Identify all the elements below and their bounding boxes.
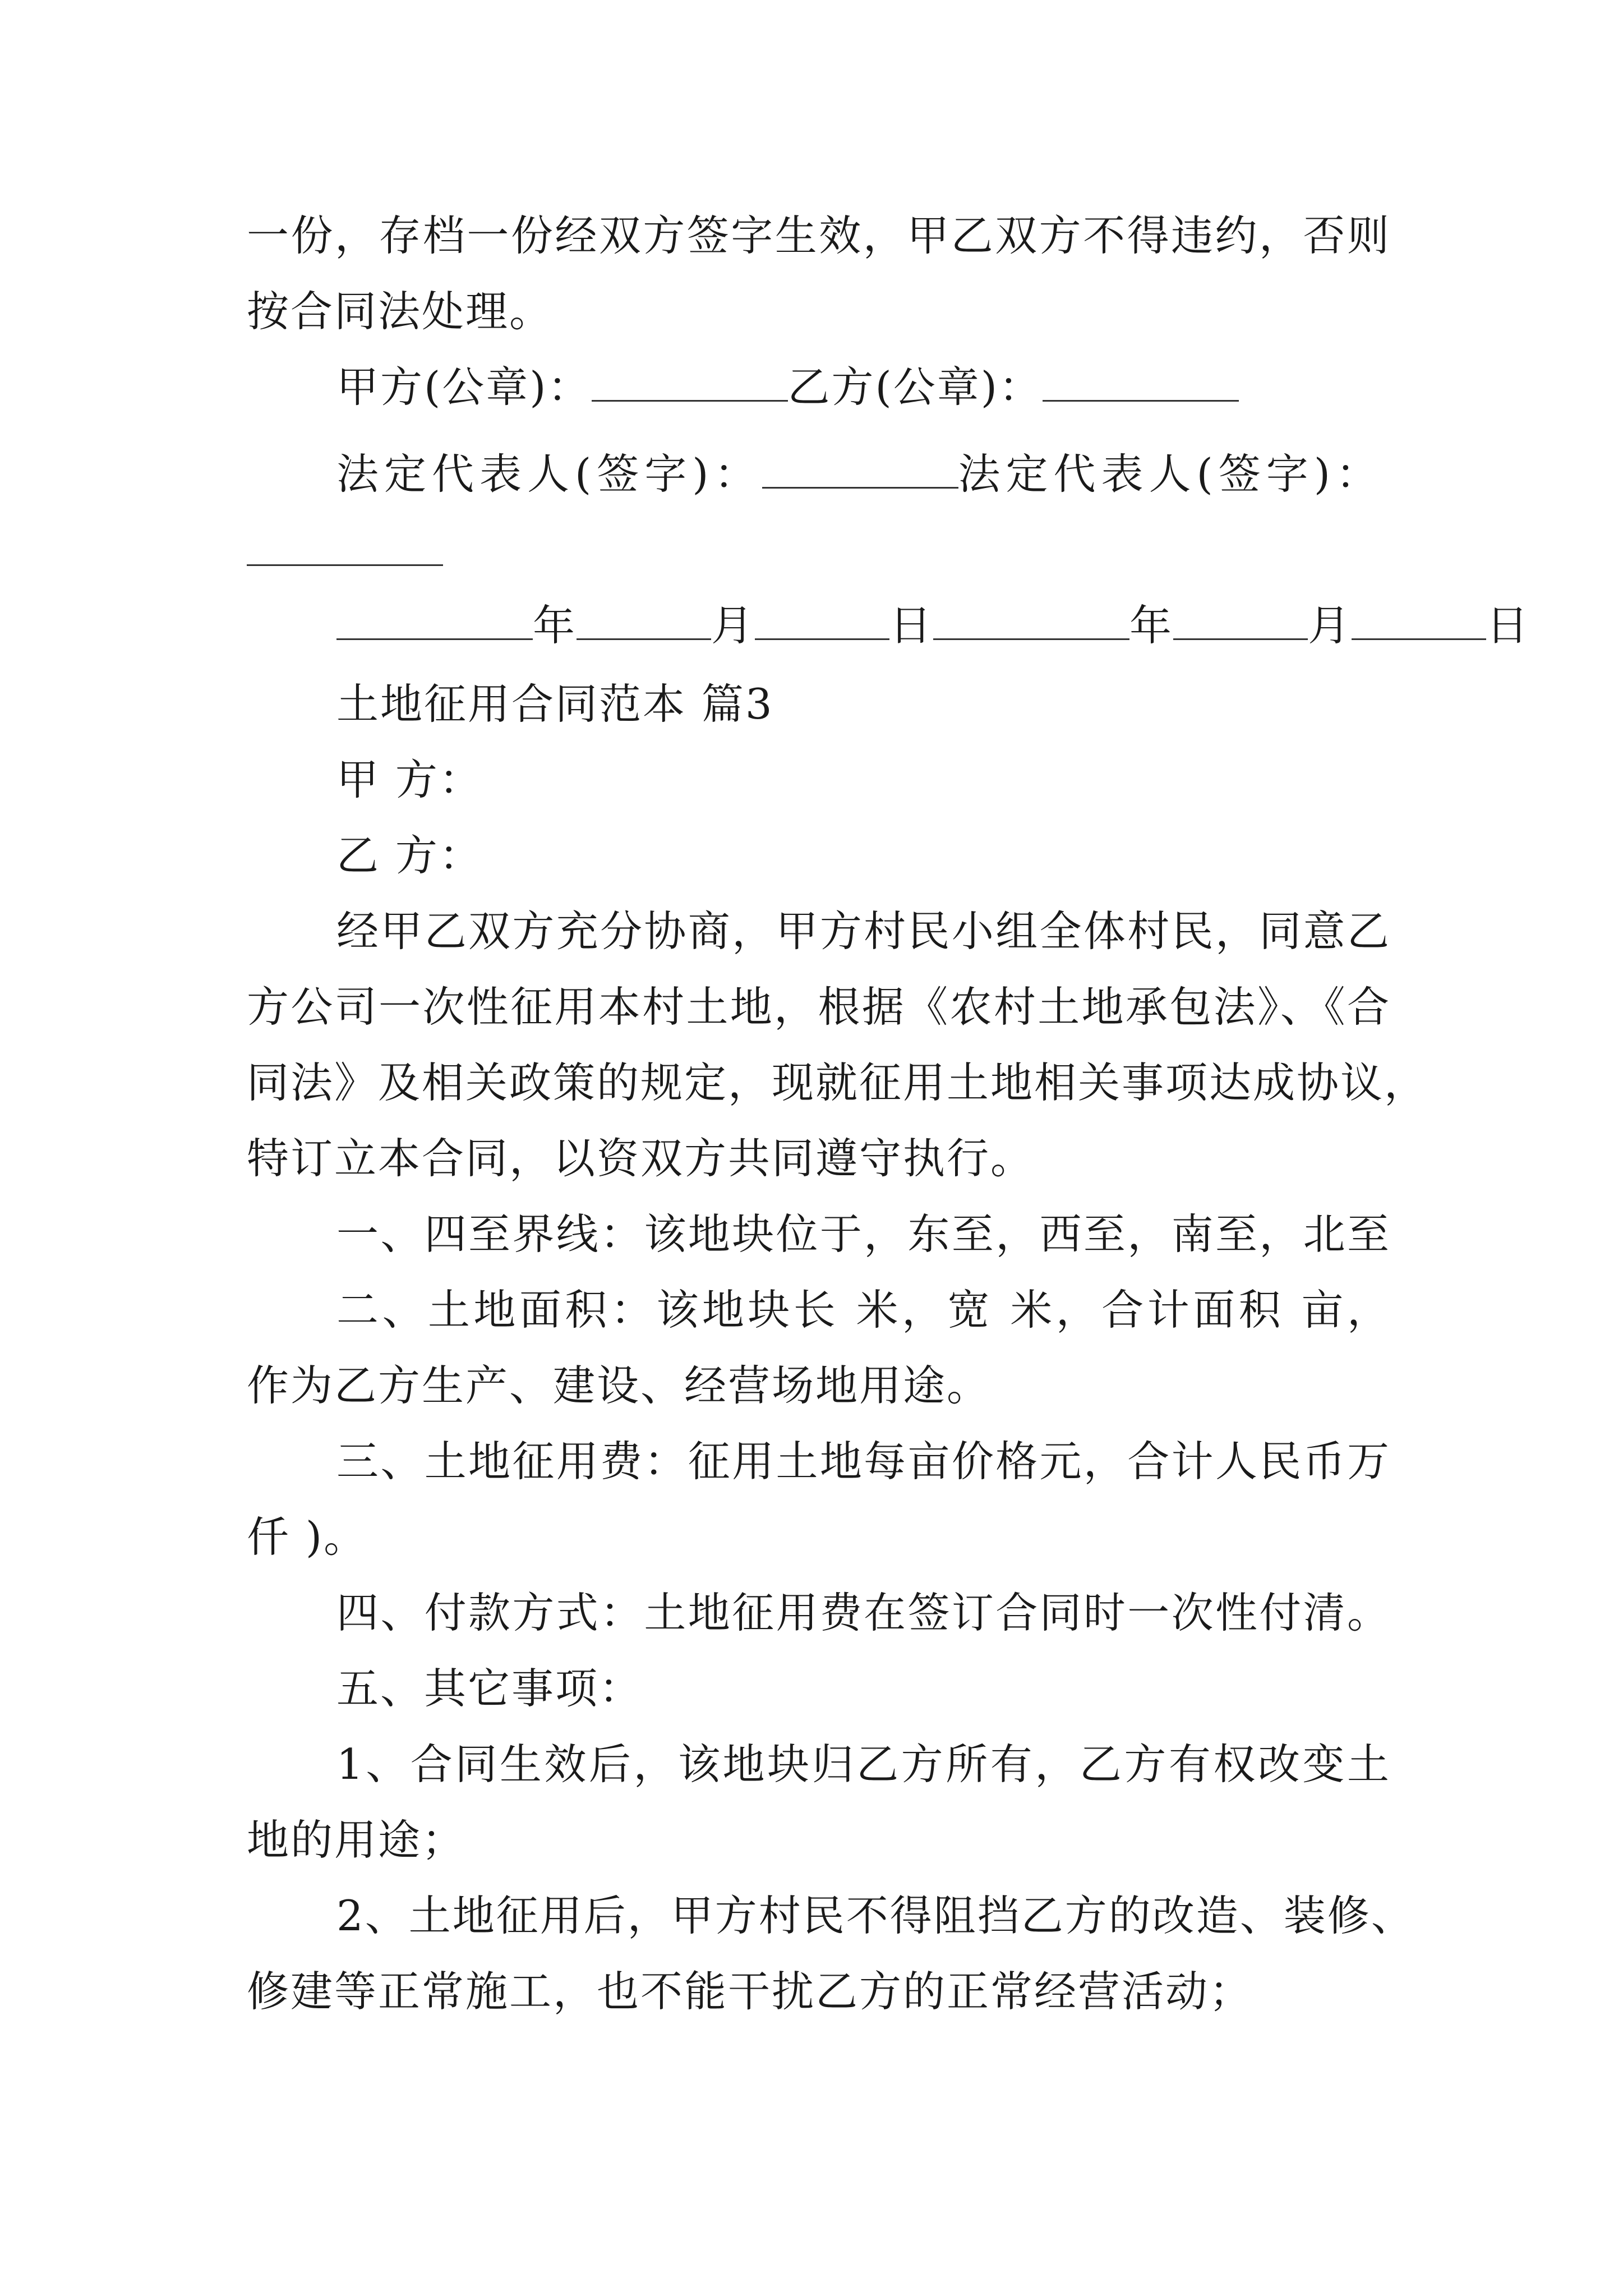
paragraph-line: 方公司一次性征用本村土地，根据《农村土地承包法》、《合 <box>247 982 1391 1032</box>
clause-fee: 三、土地征用费：征用土地每亩价格元，合计人民币万 <box>336 1437 1391 1486</box>
party-b-line: 乙 方： <box>336 831 483 880</box>
month-label: 月 <box>711 601 755 650</box>
day-label: 日 <box>889 601 934 650</box>
party-a-seal-blank <box>592 365 788 402</box>
clause-area: 二、土地面积：该地块长 米，宽 米，合计面积 亩， <box>336 1285 1391 1335</box>
date-blank <box>336 604 533 640</box>
section-title: 土地征用合同范本 篇3 <box>336 679 774 729</box>
paragraph-line: 作为乙方生产、建设、经营场地用途。 <box>247 1361 991 1410</box>
month-label: 月 <box>1308 601 1352 650</box>
clause-payment: 四、付款方式：土地征用费在签订合同时一次性付清。 <box>336 1588 1391 1637</box>
clause-other: 五、其它事项： <box>336 1664 643 1713</box>
paragraph-line: 仟 )。 <box>247 1512 368 1562</box>
party-a-representative-label: 法定代表人(签字)： <box>336 449 762 499</box>
year-label: 年 <box>533 601 577 650</box>
party-a-representative-blank <box>762 452 958 489</box>
date-blank <box>1352 604 1486 640</box>
date-blank <box>933 604 1129 640</box>
paragraph-line: 同法》及相关政策的规定，现就征用土地相关事项达成协议， <box>247 1058 1428 1107</box>
paragraph-line: 特订立本合同，以资双方共同遵守执行。 <box>247 1134 1035 1183</box>
date-blank <box>1173 604 1308 640</box>
paragraph-line: 按合同法处理。 <box>247 287 554 336</box>
date-line <box>336 597 1530 654</box>
year-label: 年 <box>1129 601 1174 650</box>
item-1: 1、合同生效后，该地块归乙方所有，乙方有权改变土 <box>336 1740 1391 1789</box>
paragraph-line: 地的用途； <box>247 1815 466 1865</box>
party-b-representative-blank <box>247 564 443 566</box>
party-b-seal-label: 乙方(公章)： <box>787 362 1043 412</box>
item-2: 2、土地征用后，甲方村民不得阻挡乙方的改造、装修、 <box>336 1891 1415 1940</box>
paragraph-line: 修建等正常施工，也不能干扰乙方的正常经营活动； <box>247 1967 1253 2016</box>
signature-representative-line <box>336 446 1384 502</box>
party-b-seal-blank <box>1043 365 1239 402</box>
date-blank <box>577 604 711 640</box>
paragraph-line: 一份，存档一份经双方签字生效，甲乙双方不得违约，否则 <box>247 211 1391 260</box>
party-a-seal-label: 甲方(公章)： <box>336 362 592 412</box>
paragraph-line: 经甲乙双方充分协商，甲方村民小组全体村民，同意乙 <box>336 907 1391 956</box>
party-b-representative-label: 法定代表人(签字)： <box>958 449 1384 499</box>
day-label: 日 <box>1486 601 1530 650</box>
signature-seal-line <box>336 359 1239 415</box>
party-a-line: 甲 方： <box>336 755 483 804</box>
clause-boundaries: 一、四至界线：该地块位于，东至，西至，南至，北至 <box>336 1209 1391 1259</box>
date-blank <box>755 604 889 640</box>
